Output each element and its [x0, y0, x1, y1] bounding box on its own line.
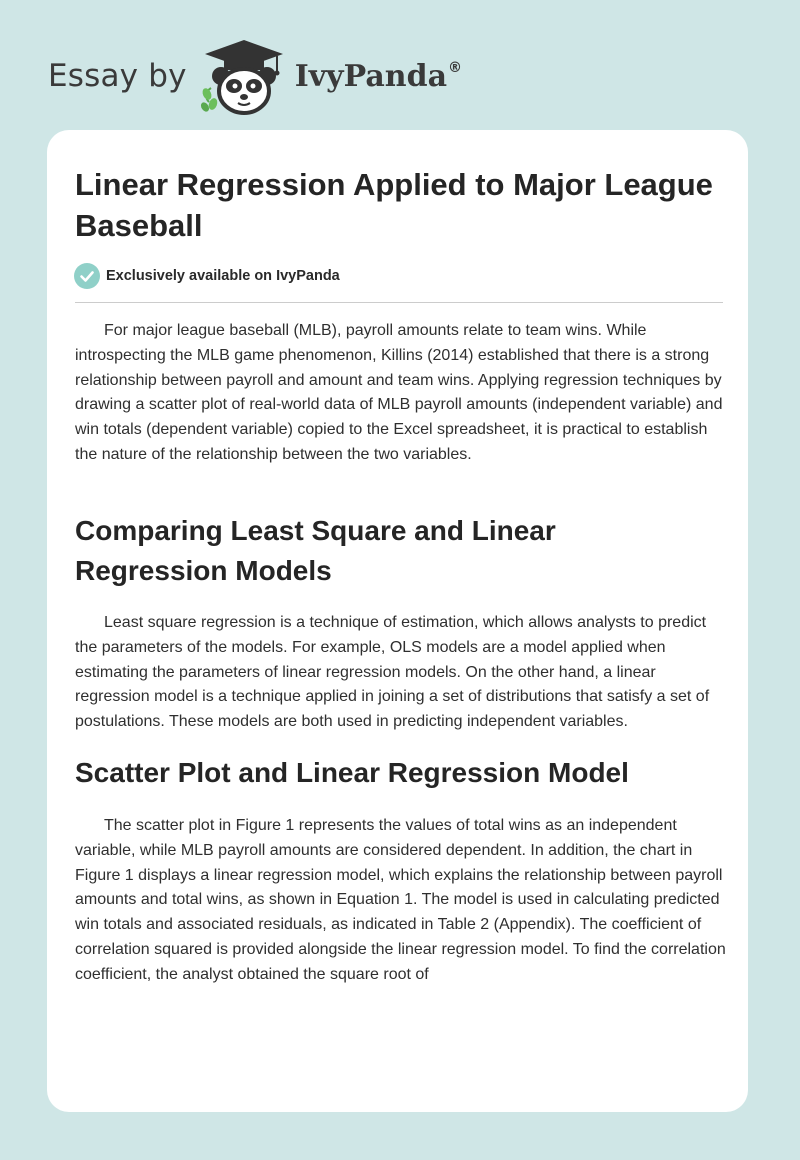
check-circle-icon: [74, 263, 100, 289]
exclusive-label: Exclusively available on IvyPanda: [106, 268, 340, 284]
brand-prefix: Essay by: [48, 58, 187, 94]
intro-paragraph: For major league baseball (MLB), payroll amounts relate to team wins. While introspecting the MLB game phenomenon, Killins (2014) established that there is a strong relationship between payroll and amount and team wins. Applying regression techniques by drawing a scatter plot of real-world data of MLB payroll amounts (independent variable) and win totals (dependent variable) copied to the Excel spreadsheet, it is practical to establish the nature of the relationship between the two variables.: [75, 322, 723, 463]
site-header: [48, 36, 462, 116]
brand-name[interactable]: IvyPanda®: [294, 58, 463, 94]
exclusive-badge: [74, 263, 340, 289]
section-paragraph-scatter: The scatter plot in Figure 1 represents the values of total wins as an independent variable, while MLB payroll amounts are considered dependent. In addition, the chart in Figure 1 displays a linear regression model, which explains the relationship between payroll amounts and total wins, as shown in Equation 1. The model is used in calculating predicted win totals and associated residuals, as indicated in Table 2 (Appendix). The coefficient of correlation squared is provided alongside the linear regression model. To find the correlation coefficient, the analyst obtained the square root of: [75, 817, 726, 983]
registered-mark: ®: [448, 59, 463, 76]
title-divider: [75, 302, 723, 303]
section-heading-comparing: Comparing Least Square and Linear Regression Models: [75, 515, 556, 586]
section-paragraph-comparing: Least square regression is a technique of estimation, which allows analysts to predict the parameters of the models. For example, OLS models are a model applied when estimating the parameters of linear regression models. On the other hand, a linear regression model is a technique applied in joining a set of distributions that satisfy a set of postulations. These models are both used in predicting independent variables.: [75, 614, 710, 731]
essay-title: Linear Regression Applied to Major League Baseball: [75, 167, 713, 243]
section-heading-scatter: Scatter Plot and Linear Regression Model: [75, 757, 629, 788]
panda-logo-icon[interactable]: [197, 36, 291, 116]
essay-card: [47, 130, 748, 1112]
